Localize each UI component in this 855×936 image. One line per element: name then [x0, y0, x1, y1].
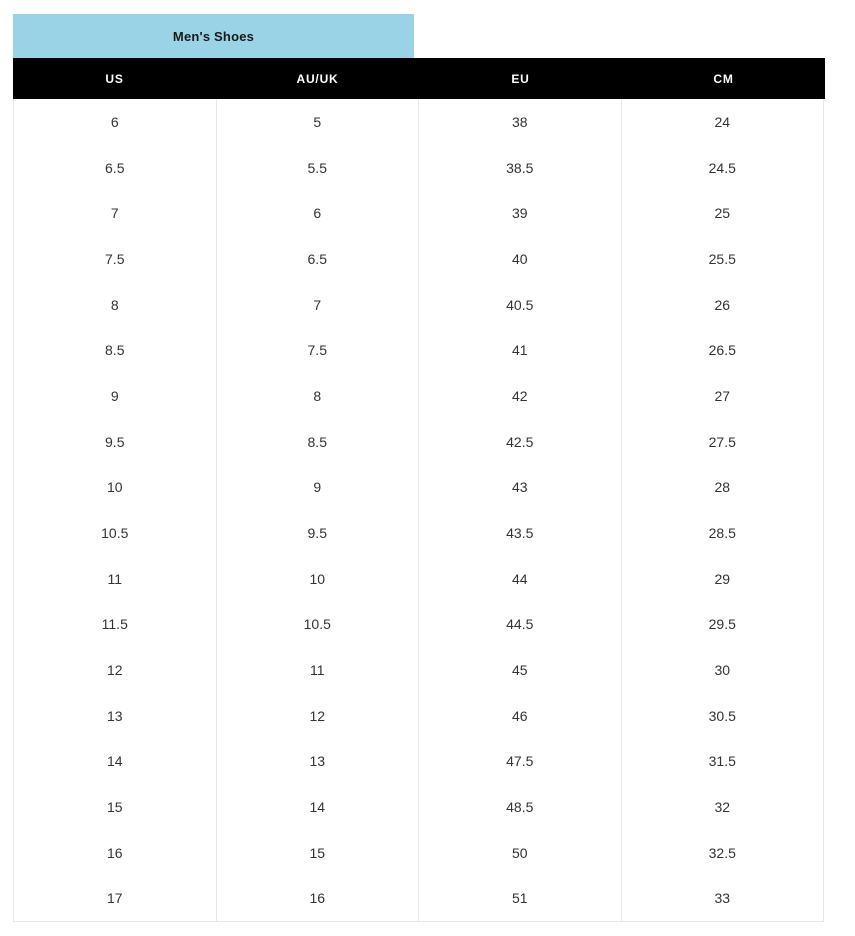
table-cell: 44	[419, 556, 622, 602]
table-cell: 25.5	[708, 250, 736, 267]
table-cell: 11	[14, 556, 217, 602]
table-cell: 31.5	[708, 753, 736, 770]
table-row	[14, 99, 823, 145]
table-cell: 8	[217, 373, 420, 419]
table-cell: 32	[714, 798, 731, 815]
table-cell: 39	[419, 190, 622, 236]
table-cell: 6	[14, 99, 217, 145]
table-cell: 7	[14, 190, 217, 236]
table-row	[14, 601, 823, 647]
table-cell: 6.5	[14, 145, 217, 191]
table-cell: 8.5	[14, 327, 217, 373]
table-cell: 13	[217, 738, 420, 784]
table-cell: 8.5	[217, 419, 420, 465]
table-cell: 16	[14, 830, 217, 876]
table-cell: 38	[419, 99, 622, 145]
table-cell: 10	[217, 556, 420, 602]
table-cell: 15	[14, 784, 217, 830]
table-cell: 11	[217, 647, 420, 693]
table-cell: 51	[419, 875, 622, 921]
table-cell: 24	[714, 113, 731, 130]
tab-label: Men's Shoes	[172, 28, 255, 44]
table-cell: 41	[419, 327, 622, 373]
table-cell: 7	[217, 282, 420, 328]
column-header-eu: EU	[511, 71, 530, 86]
table-cell: 45	[419, 647, 622, 693]
table-cell: 9.5	[217, 510, 420, 556]
table-cell: 29.5	[708, 616, 736, 633]
table-row	[14, 373, 823, 419]
table-row	[14, 875, 823, 921]
table-cell: 9	[217, 464, 420, 510]
table-cell: 30.5	[708, 707, 736, 724]
table-cell: 48.5	[419, 784, 622, 830]
table-cell: 11.5	[14, 601, 217, 647]
table-cell: 26	[714, 296, 731, 313]
table-cell: 33	[714, 890, 731, 907]
table-cell: 43	[419, 464, 622, 510]
table-cell: 47.5	[419, 738, 622, 784]
table-row	[14, 145, 823, 191]
table-cell: 50	[419, 830, 622, 876]
table-cell: 14	[217, 784, 420, 830]
table-cell: 16	[217, 875, 420, 921]
table-cell: 10	[14, 464, 217, 510]
table-cell: 5.5	[217, 145, 420, 191]
table-cell: 6	[217, 190, 420, 236]
table-row	[14, 784, 823, 830]
table-row	[14, 419, 823, 465]
table-cell: 32.5	[708, 844, 736, 861]
table-row	[14, 190, 823, 236]
table-cell: 28.5	[708, 524, 736, 541]
table-header-row	[13, 58, 825, 99]
table-cell: 30	[714, 661, 731, 678]
table-cell: 24.5	[708, 159, 736, 176]
size-chart	[13, 14, 824, 922]
table-cell: 10.5	[217, 601, 420, 647]
table-row	[14, 693, 823, 739]
table-cell: 17	[14, 875, 217, 921]
table-cell: 26.5	[708, 342, 736, 359]
table-cell: 27	[714, 387, 731, 404]
table-cell: 38.5	[419, 145, 622, 191]
table-cell: 7.5	[217, 327, 420, 373]
table-row	[14, 510, 823, 556]
table-cell: 40	[419, 236, 622, 282]
table-cell: 25	[714, 205, 731, 222]
table-cell: 14	[14, 738, 217, 784]
table-cell: 10.5	[14, 510, 217, 556]
table-row	[14, 464, 823, 510]
table-cell: 29	[714, 570, 731, 587]
table-cell: 42.5	[419, 419, 622, 465]
table-row	[14, 556, 823, 602]
table-cell: 13	[14, 693, 217, 739]
table-cell: 12	[14, 647, 217, 693]
table-cell: 6.5	[217, 236, 420, 282]
table-cell: 9	[14, 373, 217, 419]
column-header-auuk: AU/UK	[296, 71, 339, 86]
table-row	[14, 236, 823, 282]
table-row	[14, 282, 823, 328]
table-cell: 46	[419, 693, 622, 739]
table-cell: 43.5	[419, 510, 622, 556]
table-row	[14, 647, 823, 693]
table-cell: 12	[217, 693, 420, 739]
table-cell: 40.5	[419, 282, 622, 328]
table-cell: 44.5	[419, 601, 622, 647]
table-cell: 9.5	[14, 419, 217, 465]
table-body	[13, 99, 824, 922]
table-cell: 28	[714, 479, 731, 496]
table-row	[14, 830, 823, 876]
table-row	[14, 738, 823, 784]
table-cell: 7.5	[14, 236, 217, 282]
table-cell: 8	[14, 282, 217, 328]
tab-mens-shoes[interactable]	[13, 14, 414, 58]
table-cell: 15	[217, 830, 420, 876]
column-header-cm: CM	[713, 71, 734, 86]
table-cell: 5	[217, 99, 420, 145]
table-cell: 42	[419, 373, 622, 419]
column-header-us: US	[105, 71, 124, 86]
table-cell: 27.5	[708, 433, 736, 450]
table-row	[14, 327, 823, 373]
